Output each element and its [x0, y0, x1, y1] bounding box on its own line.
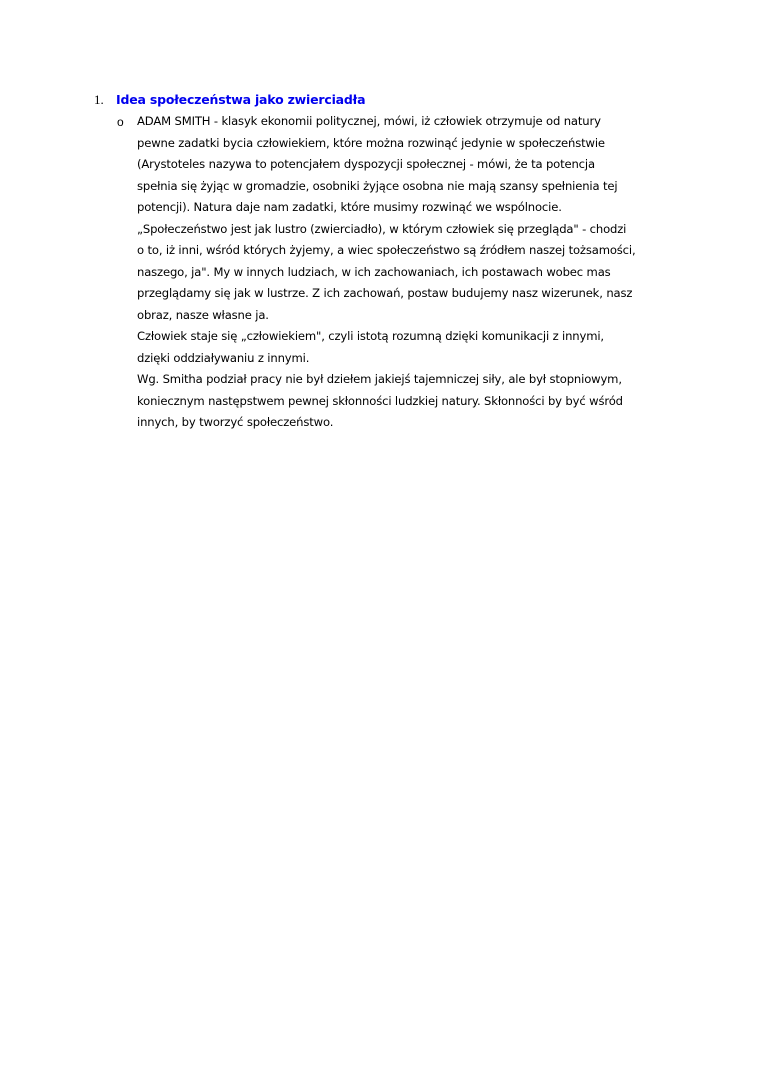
text-line: „Społeczeństwo jest jak lustro (zwierciadło), w którym człowiek się przegląda" - chodzi	[137, 221, 627, 236]
text-line: dzięki oddziaływaniu z innymi.	[137, 350, 310, 365]
list-number: 1.	[94, 92, 104, 107]
text-line: Wg. Smitha podział pracy nie był dziełem jakiejś tajemniczej siły, ale był stopniowym,	[137, 372, 622, 386]
text-line: o to, iż inni, wśród których żyjemy, a wiec społeczeństwo są źródłem naszej tożsamości,	[137, 243, 636, 257]
text-line: przeglądamy się jak w lustrze. Z ich zachowań, postaw budujemy nasz wizerunek, nasz	[137, 286, 633, 300]
bullet-marker: o	[117, 115, 124, 129]
text-line: ADAM SMITH - klasyk ekonomii politycznej, mówi, iż człowiek otrzymuje od natury	[137, 114, 601, 128]
list-item-heading	[94, 92, 365, 110]
text-line: naszego, ja". My w innych ludziach, w ich zachowaniach, ich postawach wobec mas	[137, 264, 611, 279]
body-paragraph	[137, 111, 677, 434]
text-line: pewne zadatki bycia człowiekiem, które można rozwinąć jedynie w społeczeństwie	[137, 135, 605, 150]
text-line: spełnia się żyjąc w gromadzie, osobniki żyjące osobna nie mają szansy spełnienia tej	[137, 178, 618, 193]
text-line: (Arystoteles nazywa to potencjałem dyspozycji społecznej - mówi, że ta potencja	[137, 157, 595, 171]
text-line: innych, by tworzyć społeczeństwo.	[137, 415, 334, 429]
text-line: koniecznym następstwem pewnej skłonności ludzkiej natury. Skłonności by być wśród	[137, 393, 623, 408]
section-heading: Idea społeczeństwa jako zwierciadła	[116, 92, 366, 107]
text-line: Człowiek staje się „człowiekiem", czyli istotą rozumną dzięki komunikacji z innymi,	[137, 329, 604, 343]
text-line: potencji). Natura daje nam zadatki, które musimy rozwinąć we wspólnocie.	[137, 200, 562, 214]
text-line: obraz, nasze własne ja.	[137, 307, 269, 322]
